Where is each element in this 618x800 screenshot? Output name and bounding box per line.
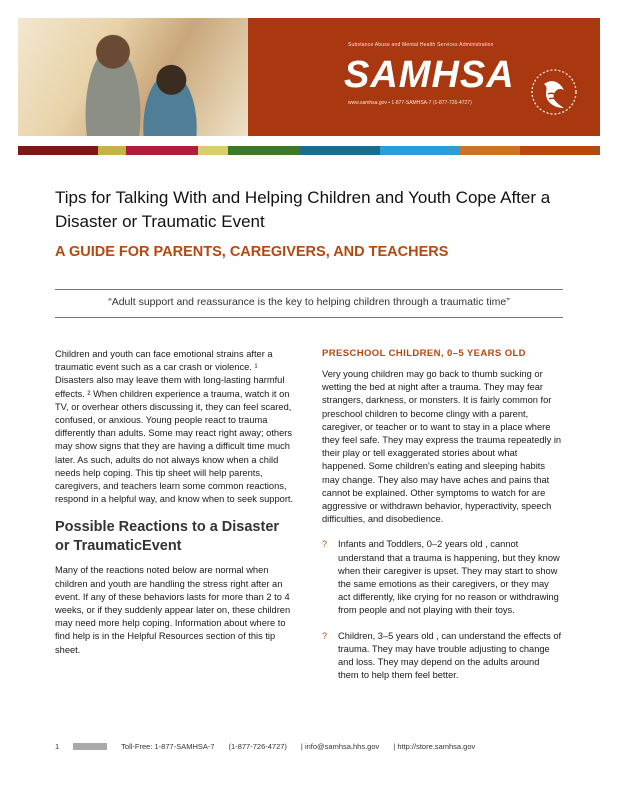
stripe-segment	[98, 146, 126, 155]
page-number: 1	[55, 742, 60, 751]
quote-rule-bottom	[55, 317, 563, 318]
list-item	[322, 538, 562, 617]
left-column	[55, 348, 295, 657]
stripe-segment	[300, 146, 380, 155]
stripe-segment	[18, 146, 98, 155]
banner-contact: www.samhsa.gov • 1-877-SAMHSA-7 (1-877-726-4727)	[348, 100, 472, 106]
header	[18, 18, 600, 136]
intro-paragraph: Children and youth can face emotional strains after a traumatic event such as a car crash or violence. ¹ Disasters also may leave them with long-lasting harmful effects. ² When children experience a trauma, watch it on TV, or overhear others discussing it, they can feel scared, confused, or anxious. Young people react to trauma differently than adults. Some may react right away; others may show signs that they are having a difficult time much later. As such, adults do not always know when a child needs help coping. This tip sheet will help parents, caregivers, and teachers learn some common reactions, respond in a helpful way, and know when to seek support.	[55, 349, 294, 505]
footer-gray-block	[73, 743, 107, 750]
header-photo	[18, 18, 248, 136]
footer	[55, 742, 575, 751]
pull-quote: “Adult support and reassurance is the key to helping children through a traumatic time”	[108, 296, 510, 308]
footer-store-link[interactable]: | http://store.samhsa.gov	[393, 742, 476, 751]
list-item	[322, 630, 562, 683]
preschool-heading: PRESCHOOL CHILDREN, 0–5 YEARS OLD	[322, 348, 526, 359]
reactions-paragraph: Many of the reactions noted below are normal when children and youth are handling the stress right after an event. If any of these behaviors lasts for more than 2 to 4 weeks, or if they suddenly appear later on, these children may need more help coping. Information about where to find help is in the Helpful Resources section of this tip sheet.	[55, 565, 291, 655]
stripe-segment	[380, 146, 460, 155]
samhsa-banner	[248, 18, 600, 136]
stripe-segment	[198, 146, 228, 155]
footer-email-link[interactable]: | info@samhsa.hhs.gov	[300, 742, 380, 751]
reactions-heading: Possible Reactions to a Disaster or TraumaticEvent	[55, 519, 280, 555]
preschool-paragraph: Very young children may go back to thumb sucking or wetting the bed at night after a trauma. They may fear strangers, darkness, or monsters. It is fairly common for preschool children to become clingy with a parent, caregiver, or teacher or to want to stay in a place where they feel safe. They may express the trauma repeatedly in their play or tell exaggerated stories about what happened. Some children's eating and sleeping habits may change. They also may have aches and pains that cannot be explained. Other symptoms to watch for are aggressive or withdrawn behavior, hyperactivity, speech difficulties, and disobedience.	[322, 369, 562, 525]
banner-tagline: Substance Abuse and Mental Health Services Administration	[348, 42, 494, 48]
samhsa-logo: SAMHSA	[344, 54, 515, 96]
stripe-segment	[228, 146, 300, 155]
quote-rule-top	[55, 289, 563, 290]
footer-tollfree: Toll-Free: 1-877-SAMHSA-7	[121, 742, 215, 751]
bullet-mark: ?	[322, 539, 328, 550]
page-subtitle: A GUIDE FOR PARENTS, CAREGIVERS, AND TEACHERS	[55, 244, 449, 260]
bullet-mark: ?	[322, 630, 328, 641]
child-figure	[136, 58, 204, 136]
footer-phone: (1-877-726-4727)	[228, 742, 287, 751]
stripe-segment	[520, 146, 600, 155]
stripe-segment	[460, 146, 520, 155]
page-title: Tips for Talking With and Helping Children and Youth Cope After a Disaster or Traumatic Event	[55, 188, 551, 231]
list-item-text: Children, 3–5 years old , can understand the effects of trauma. They may have trouble adjusting to change and loss. They may depend on the adults around them to help them feel better.	[338, 630, 562, 681]
hhs-eagle-seal-icon	[530, 64, 578, 122]
list-item-text: Infants and Toddlers, 0–2 years old , cannot understand that a trauma is happening, but they know when their caregiver is upset. They may start to show the same emotions as their caregivers, or they may act differently, like crying for no reason or withdrawing from people and not playing with their toys.	[338, 539, 560, 616]
color-stripe	[18, 146, 600, 155]
right-column	[322, 348, 562, 682]
stripe-segment	[126, 146, 198, 155]
